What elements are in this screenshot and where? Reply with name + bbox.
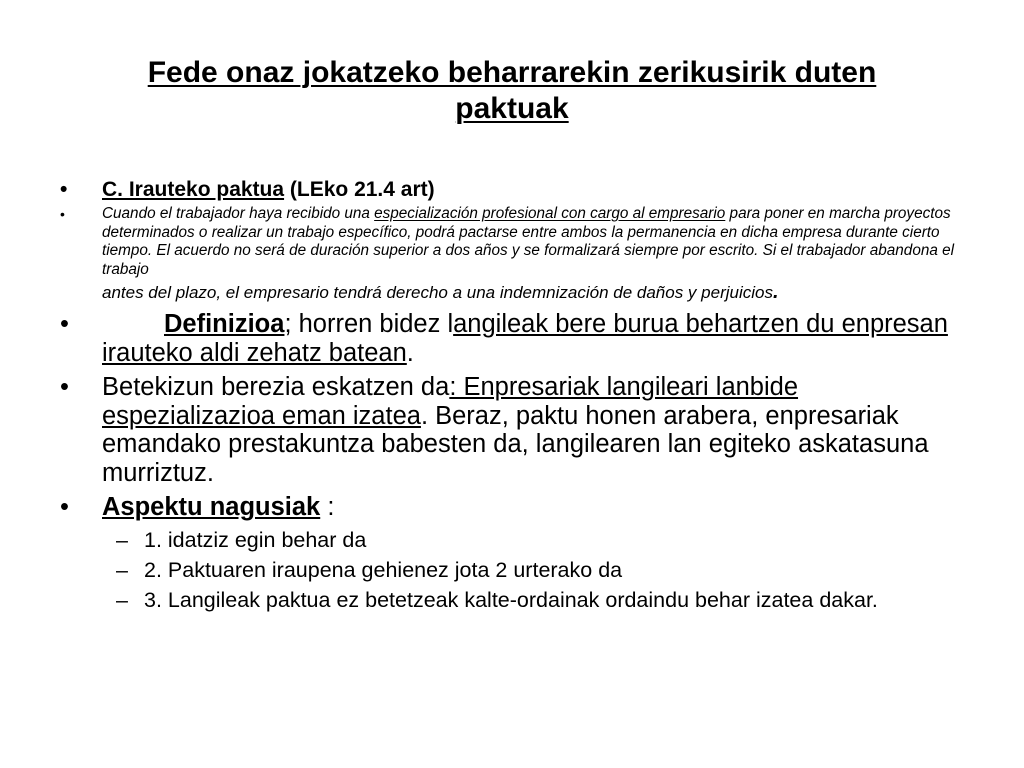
sub-item: [58, 558, 958, 582]
bullet-marker: •: [60, 373, 69, 401]
definition-end: .: [406, 338, 414, 367]
sub-item-text: 3. Langileak paktua ez betetzeak kalte-ordainak ordaindu behar izatea dakar.: [144, 587, 878, 612]
requirement-underlined: : Enpresariak langileari lanbide espezializazioa eman izatea: [102, 373, 799, 430]
bullet-reference: (LEko 21.4 art): [284, 178, 435, 201]
bullet-legal-quote: [58, 205, 958, 306]
title-line-1: Fede onaz jokatzeko beharrarekin zerikusirik duten: [147, 56, 877, 89]
sub-item-marker: –: [116, 527, 128, 552]
quote-last-period: .: [772, 281, 779, 303]
sub-item: [58, 588, 958, 612]
bullet-marker: •: [60, 493, 69, 521]
aspects-heading: Aspektu nagusiak: [102, 493, 321, 521]
definition-underlined: angileak bere burua behartzen du enpresan irauteko aldi zehatz batean: [102, 310, 948, 367]
requirement-text-start: Betekizun berezia eskatzen da: [102, 373, 450, 401]
bullet-aspektu-nagusiak: [58, 493, 958, 522]
sub-item-text: 1. idatziz egin behar da: [144, 527, 367, 552]
definition-sep: ; horren bidez l: [284, 310, 454, 338]
bullet-betekizuna: [58, 373, 958, 487]
bullet-definizioa: [58, 310, 958, 367]
bullet-irauteko-paktua: [58, 177, 958, 203]
sub-item-marker: –: [116, 557, 128, 582]
title-line-2: paktuak: [455, 92, 569, 125]
bullet-marker: •: [60, 178, 68, 201]
requirement-text-end: . Beraz, paktu honen arabera, enpresariak emandako prestakuntza babesten da, langilearen lan egiteko askatasuna murriztuz.: [102, 401, 929, 487]
quote-text-middle: para poner en marcha proyectos determinados o realizar un trabajo específico, podrá pactarse entre ambos la permanencia en dicha empresa durante cierto tiempo. El acuerdo no será de duración superior a dos años y se formalizará siempre por escrito. Si el trabajador abandona el trabajo: [102, 205, 954, 278]
quote-last-line: [102, 283, 779, 302]
bullet-marker: •: [60, 310, 69, 338]
quote-last-line-text: antes del plazo, el empresario tendrá derecho a una indemnización de daños y perjuicios: [102, 283, 773, 302]
quote-text-start: Cuando el trabajador haya recibido una: [102, 205, 375, 222]
slide-title: [80, 55, 944, 127]
bullet-heading: C. Irauteko paktua: [102, 178, 285, 201]
quote-underlined: especialización profesional con cargo al empresario: [374, 205, 726, 222]
sub-item: [58, 528, 958, 552]
slide-content: [58, 177, 958, 618]
definition-term: Definizioa: [164, 310, 285, 338]
sub-item-text: 2. Paktuaren iraupena gehienez jota 2 urterako da: [144, 557, 623, 582]
bullet-marker: •: [60, 206, 65, 222]
aspects-colon: :: [320, 493, 335, 521]
sub-item-marker: –: [116, 587, 128, 612]
